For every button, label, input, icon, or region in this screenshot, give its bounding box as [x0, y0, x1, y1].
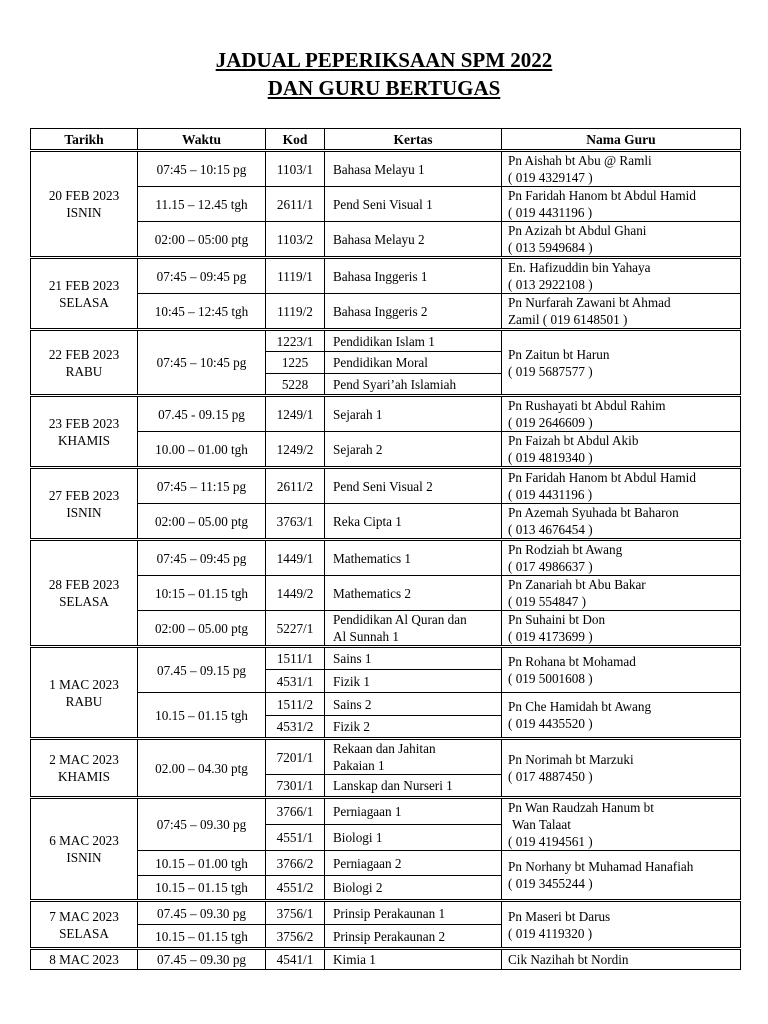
- code-cell: 4531/2: [266, 716, 325, 739]
- date-label: 23 FEB 2023: [48, 415, 120, 431]
- code-cell: 2611/2: [266, 468, 325, 504]
- table-row: [31, 504, 741, 540]
- teacher-cell: [502, 540, 741, 576]
- teacher-phone: ( 019 554847 ): [508, 594, 587, 609]
- column-header-tarikh: Tarikh: [31, 129, 138, 151]
- teacher-cell: [502, 294, 741, 330]
- teacher-phone: ( 019 4431196 ): [508, 487, 593, 502]
- date-cell: [31, 739, 138, 798]
- paper-cell: Pend Syari’ah Islamiah: [325, 374, 502, 396]
- code-cell: 7301/1: [266, 775, 325, 798]
- table-row: [31, 187, 741, 222]
- date-label: 8 MAC 2023: [49, 952, 119, 967]
- paper-cell: Mathematics 2: [325, 576, 502, 611]
- code-cell: 1223/1: [266, 330, 325, 352]
- paper-cell: Lanskap dan Nurseri 1: [325, 775, 502, 798]
- teacher-name: Pn Suhaini bt Don: [508, 612, 606, 627]
- teacher-name: Pn Faridah Hanom bt Abdul Hamid: [508, 470, 696, 485]
- teacher-name: Pn Maseri bt Darus: [508, 908, 611, 924]
- paper-cell: [325, 739, 502, 775]
- teacher-cell: [502, 258, 741, 294]
- teacher-name: Pn Rodziah bt Awang: [508, 542, 623, 557]
- time-cell: 11.15 – 12.45 tgh: [138, 187, 266, 222]
- time-cell: 07.45 – 09.15 pg: [138, 647, 266, 693]
- code-cell: 4541/1: [266, 949, 325, 970]
- teacher-phone: ( 019 4329147 ): [508, 170, 593, 185]
- paper-cell: Prinsip Perakaunan 1: [325, 901, 502, 925]
- table-row: [31, 739, 741, 775]
- code-cell: 1249/1: [266, 396, 325, 432]
- column-header-kertas: Kertas: [325, 129, 502, 151]
- time-cell: 02.00 – 04.30 ptg: [138, 739, 266, 798]
- teacher-cell: [502, 693, 741, 739]
- paper-cell: Sains 1: [325, 647, 502, 670]
- teacher-name: Pn Zaitun bt Harun: [508, 346, 610, 362]
- teacher-phone: ( 019 4431196 ): [508, 205, 593, 220]
- page-title: JADUAL PEPERIKSAAN SPM 2022: [215, 48, 553, 72]
- day-label: KHAMIS: [57, 769, 111, 784]
- teacher-name: Pn Aishah bt Abu @ Ramli: [508, 153, 652, 168]
- teacher-cell: [502, 576, 741, 611]
- time-cell: 10.15 – 01.00 tgh: [138, 851, 266, 876]
- time-cell: 07:45 – 09:45 pg: [138, 258, 266, 294]
- paper-cell: Pendidikan Islam 1: [325, 330, 502, 352]
- column-header-kod: Kod: [266, 129, 325, 151]
- time-cell: 07.45 – 09.30 pg: [138, 949, 266, 970]
- code-cell: 1249/2: [266, 432, 325, 468]
- date-label: 27 FEB 2023: [48, 487, 120, 503]
- table-row: [31, 468, 741, 504]
- code-cell: 3763/1: [266, 504, 325, 540]
- date-label: 7 MAC 2023: [49, 908, 119, 924]
- day-label: SELASA: [59, 925, 109, 941]
- teacher-cell: [502, 611, 741, 647]
- table-row: [31, 576, 741, 611]
- teacher-cell: [502, 468, 741, 504]
- time-cell: 10:15 – 01.15 tgh: [138, 576, 266, 611]
- code-cell: 4551/2: [266, 876, 325, 901]
- paper-line: Pakaian 1: [333, 758, 385, 773]
- paper-line: Pendidikan Al Quran dan: [333, 612, 467, 627]
- teacher-cell: [502, 396, 741, 432]
- time-cell: 10:45 – 12:45 tgh: [138, 294, 266, 330]
- time-cell: 02:00 – 05.00 ptg: [138, 504, 266, 540]
- teacher-phone: ( 019 4119320 ): [508, 925, 593, 941]
- teacher-name: Wan Talaat: [512, 817, 571, 832]
- teacher-phone: ( 013 5949684 ): [508, 240, 593, 255]
- time-cell: 07.45 - 09.15 pg: [138, 396, 266, 432]
- teacher-phone: ( 013 4676454 ): [508, 522, 593, 537]
- time-cell: 10.00 – 01.00 tgh: [138, 432, 266, 468]
- code-cell: 4531/1: [266, 670, 325, 693]
- time-cell: 10.15 – 01.15 tgh: [138, 876, 266, 901]
- code-cell: 1103/1: [266, 151, 325, 187]
- paper-cell: Sejarah 2: [325, 432, 502, 468]
- teacher-cell: [502, 330, 741, 396]
- table-row: [31, 396, 741, 432]
- day-label: SELASA: [59, 594, 109, 609]
- time-cell: 07:45 – 09.30 pg: [138, 798, 266, 851]
- table-row: [31, 222, 741, 258]
- table-row: [31, 611, 741, 647]
- code-cell: 7201/1: [266, 739, 325, 775]
- teacher-cell: [502, 222, 741, 258]
- table-row: [31, 851, 741, 876]
- exam-schedule-table: [30, 128, 741, 970]
- column-header-waktu: Waktu: [138, 129, 266, 151]
- date-cell: [31, 798, 138, 901]
- paper-cell: Perniagaan 2: [325, 851, 502, 876]
- code-cell: 4551/1: [266, 824, 325, 851]
- teacher-phone: ( 019 4173699 ): [508, 629, 593, 644]
- paper-cell: Biologi 1: [325, 824, 502, 851]
- teacher-name: Pn Che Hamidah bt Awang: [508, 699, 652, 714]
- code-cell: 1449/2: [266, 576, 325, 611]
- table-row: [31, 432, 741, 468]
- paper-line: Rekaan dan Jahitan: [333, 741, 436, 756]
- code-cell: 1119/2: [266, 294, 325, 330]
- paper-cell: Reka Cipta 1: [325, 504, 502, 540]
- table-row: [31, 258, 741, 294]
- teacher-name: Pn Azemah Syuhada bt Baharon: [508, 505, 679, 520]
- time-cell: 07:45 – 09:45 pg: [138, 540, 266, 576]
- date-cell: [31, 330, 138, 396]
- date-label: 21 FEB 2023: [48, 277, 120, 293]
- paper-cell: Prinsip Perakaunan 2: [325, 925, 502, 949]
- day-label: RABU: [65, 363, 103, 379]
- paper-cell: Mathematics 1: [325, 540, 502, 576]
- date-label: 1 MAC 2023: [49, 676, 119, 692]
- paper-cell: Bahasa Inggeris 2: [325, 294, 502, 330]
- teacher-cell: [502, 647, 741, 693]
- code-cell: 3756/1: [266, 901, 325, 925]
- time-cell: 10.15 – 01.15 tgh: [138, 925, 266, 949]
- teacher-phone: ( 019 4194561 ): [508, 834, 593, 849]
- paper-cell: Pendidikan Moral: [325, 352, 502, 374]
- code-cell: 1103/2: [266, 222, 325, 258]
- teacher-name: Pn Rushayati bt Abdul Rahim: [508, 398, 666, 413]
- paper-line: Al Sunnah 1: [333, 629, 399, 644]
- date-cell: [31, 647, 138, 739]
- paper-cell: Kimia 1: [325, 949, 502, 970]
- teacher-cell: [502, 187, 741, 222]
- date-cell: [31, 949, 138, 970]
- teacher-cell: [502, 739, 741, 798]
- code-cell: 3766/1: [266, 798, 325, 825]
- code-cell: 3766/2: [266, 851, 325, 876]
- teacher-phone: ( 017 4986637 ): [508, 559, 593, 574]
- date-label: 2 MAC 2023: [49, 752, 119, 767]
- table-row: [31, 330, 741, 352]
- table-row: [31, 540, 741, 576]
- date-cell: [31, 540, 138, 647]
- date-label: 28 FEB 2023: [48, 577, 120, 592]
- date-cell: [31, 258, 138, 330]
- teacher-cell: [502, 798, 741, 851]
- date-label: 20 FEB 2023: [48, 188, 120, 203]
- table-row: [31, 949, 741, 970]
- teacher-phone: Zamil ( 019 6148501 ): [508, 312, 628, 327]
- teacher-name: En. Hafizuddin bin Yahaya: [508, 260, 651, 275]
- table-row: [31, 901, 741, 925]
- paper-cell: Pend Seni Visual 1: [325, 187, 502, 222]
- code-cell: 1119/1: [266, 258, 325, 294]
- time-cell: 02:00 – 05:00 ptg: [138, 222, 266, 258]
- teacher-name: Pn Faizah bt Abdul Akib: [508, 433, 639, 448]
- time-cell: 07.45 – 09.30 pg: [138, 901, 266, 925]
- teacher-phone: ( 017 4887450 ): [508, 769, 593, 784]
- teacher-name: Pn Zanariah bt Abu Bakar: [508, 577, 646, 592]
- code-cell: 1511/2: [266, 693, 325, 716]
- paper-cell: Fizik 2: [325, 716, 502, 739]
- code-cell: 1449/1: [266, 540, 325, 576]
- table-row: [31, 294, 741, 330]
- page-subtitle: DAN GURU BERTUGAS: [267, 76, 501, 100]
- paper-cell: Fizik 1: [325, 670, 502, 693]
- date-label: 22 FEB 2023: [48, 346, 120, 362]
- paper-cell: Bahasa Inggeris 1: [325, 258, 502, 294]
- day-label: SELASA: [59, 294, 109, 310]
- paper-cell: Pend Seni Visual 2: [325, 468, 502, 504]
- day-label: ISNIN: [66, 850, 102, 865]
- table-row: [31, 647, 741, 670]
- teacher-cell: [502, 949, 741, 970]
- date-cell: [31, 901, 138, 949]
- time-cell: 07:45 – 10:45 pg: [138, 330, 266, 396]
- day-label: ISNIN: [66, 205, 102, 220]
- teacher-cell: [502, 901, 741, 949]
- teacher-name: Cik Nazihah bt Nordin: [508, 952, 629, 967]
- paper-cell: Biologi 2: [325, 876, 502, 901]
- code-cell: 1511/1: [266, 647, 325, 670]
- time-cell: 07:45 – 10:15 pg: [138, 151, 266, 187]
- teacher-phone: ( 013 2922108 ): [508, 277, 593, 292]
- paper-cell: Bahasa Melayu 1: [325, 151, 502, 187]
- day-label: RABU: [65, 693, 103, 709]
- teacher-phone: ( 019 3455244 ): [508, 876, 593, 891]
- teacher-cell: [502, 151, 741, 187]
- paper-cell: Sains 2: [325, 693, 502, 716]
- teacher-phone: ( 019 4819340 ): [508, 450, 593, 465]
- teacher-name: Pn Azizah bt Abdul Ghani: [508, 223, 647, 238]
- teacher-name: Pn Norhany bt Muhamad Hanafiah: [508, 859, 694, 874]
- code-cell: 3756/2: [266, 925, 325, 949]
- teacher-phone: ( 019 2646609 ): [508, 415, 593, 430]
- date-cell: [31, 151, 138, 258]
- teacher-phone: ( 019 5687577 ): [508, 363, 593, 379]
- teacher-name: Pn Faridah Hanom bt Abdul Hamid: [508, 188, 696, 203]
- code-cell: 5227/1: [266, 611, 325, 647]
- teacher-phone: ( 019 4435520 ): [508, 716, 593, 731]
- paper-cell: [325, 611, 502, 647]
- teacher-name: Pn Norimah bt Marzuki: [508, 752, 634, 767]
- table-row: [31, 151, 741, 187]
- teacher-cell: [502, 504, 741, 540]
- code-cell: 2611/1: [266, 187, 325, 222]
- table-row: [31, 798, 741, 825]
- day-label: ISNIN: [66, 504, 102, 520]
- date-cell: [31, 396, 138, 468]
- table-row: [31, 693, 741, 716]
- teacher-name: Pn Nurfarah Zawani bt Ahmad: [508, 295, 671, 310]
- teacher-cell: [502, 851, 741, 901]
- date-cell: [31, 468, 138, 540]
- paper-cell: Sejarah 1: [325, 396, 502, 432]
- teacher-name: Pn Rohana bt Mohamad: [508, 654, 636, 669]
- time-cell: 10.15 – 01.15 tgh: [138, 693, 266, 739]
- code-cell: 1225: [266, 352, 325, 374]
- column-header-nama-guru: Nama Guru: [502, 129, 741, 151]
- teacher-cell: [502, 432, 741, 468]
- table-header-row: [31, 129, 741, 151]
- paper-cell: Bahasa Melayu 2: [325, 222, 502, 258]
- teacher-phone: ( 019 5001608 ): [508, 671, 593, 686]
- teacher-name: Pn Wan Raudzah Hanum bt: [508, 800, 654, 815]
- code-cell: 5228: [266, 374, 325, 396]
- date-label: 6 MAC 2023: [49, 833, 119, 848]
- time-cell: 02:00 – 05.00 ptg: [138, 611, 266, 647]
- day-label: KHAMIS: [57, 432, 111, 448]
- time-cell: 07:45 – 11:15 pg: [138, 468, 266, 504]
- paper-cell: Perniagaan 1: [325, 798, 502, 825]
